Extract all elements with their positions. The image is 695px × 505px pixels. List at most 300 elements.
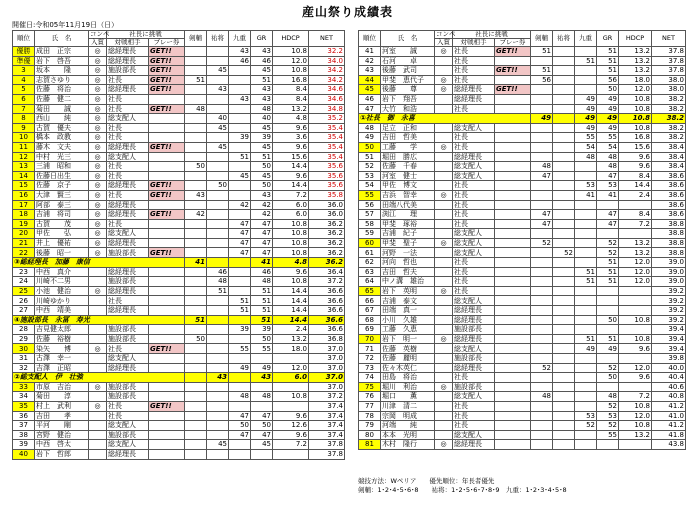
score-r2-cell: [207, 104, 229, 114]
score-r3-cell: 49: [575, 104, 597, 114]
score-r2-cell: [553, 354, 575, 364]
gross-cell: 48: [251, 104, 273, 114]
opponent-cell: 社長: [107, 190, 149, 200]
entry-mark-cell: [89, 277, 107, 287]
opponent-cell: 総経理長: [453, 315, 495, 325]
opponent-cell: 総経理長: [453, 152, 495, 162]
player-name-cell: 中西 真介: [35, 267, 89, 277]
rank-cell: 7: [13, 104, 35, 114]
player-name-cell: 河向 哲也: [381, 258, 435, 268]
net-cell: 38.6: [652, 171, 686, 181]
gross-cell: 50: [597, 315, 619, 325]
hdcp-cell: 10.8: [619, 315, 652, 325]
score-r2-cell: [207, 306, 229, 316]
gross-cell: 51: [597, 258, 619, 268]
entry-mark-cell: [435, 171, 453, 181]
net-cell: 35.2: [309, 114, 345, 124]
header-opponent: 対戦相手: [453, 39, 495, 47]
footer-hidden-holes: 剣輔：1･2･4･5･6･8 祐将：1･2･5･6･7･8･9 九重：1･2･3･4･5･8: [358, 486, 567, 494]
score-r1-cell: [531, 104, 553, 114]
prize-cell: [149, 219, 185, 229]
score-r2-cell: [207, 47, 229, 57]
table-row: [359, 248, 686, 258]
prize-cell: GET!!: [149, 181, 185, 191]
net-cell: 37.8: [652, 66, 686, 76]
header-conpe: コンペ: [90, 30, 110, 38]
net-cell: 36.6: [309, 325, 345, 335]
player-name-cell: 川津 清二: [381, 401, 435, 411]
rank-cell: 72: [359, 354, 381, 364]
prize-cell: [149, 334, 185, 344]
score-r3-cell: 39: [229, 325, 251, 335]
player-name-cell: 坂本 隆: [35, 66, 89, 76]
entry-mark-cell: [435, 354, 453, 364]
opponent-cell: 施設部長: [107, 334, 149, 344]
hdcp-cell: 12.0: [619, 85, 652, 95]
rank-cell: 33: [13, 382, 35, 392]
score-r3-cell: [229, 210, 251, 220]
table-row: [359, 277, 686, 287]
net-cell: 37.8: [652, 56, 686, 66]
table-row: [359, 267, 686, 277]
entry-mark-cell: ◎: [89, 66, 107, 76]
prize-cell: [149, 133, 185, 143]
gross-cell: 50: [251, 421, 273, 431]
header-prize: プレー券: [149, 39, 185, 47]
hdcp-cell: 10.8: [619, 104, 652, 114]
rank-cell: 50: [359, 142, 381, 152]
entry-mark-cell: [89, 440, 107, 450]
hdcp-cell: 9.6: [273, 123, 309, 133]
prize-cell: [495, 162, 531, 172]
rank-cell: 29: [13, 334, 35, 344]
player-name-cell: 後藤 武司: [381, 66, 435, 76]
prize-cell: [149, 152, 185, 162]
score-r1-cell: [185, 47, 207, 57]
entry-mark-cell: ◎: [435, 334, 453, 344]
rank-cell: 21: [13, 238, 35, 248]
score-r1-cell: [185, 277, 207, 287]
table-row: [359, 75, 686, 85]
table-row: [13, 334, 345, 344]
score-r1-cell: [185, 306, 207, 316]
entry-mark-cell: ◎: [89, 344, 107, 354]
opponent-cell: 総支配人: [453, 238, 495, 248]
header-name: 氏 名: [381, 31, 435, 47]
player-name-cell: 岩下 英明: [381, 286, 435, 296]
player-name-cell: 吉浦 紀子: [381, 229, 435, 239]
gross-cell: 47: [597, 171, 619, 181]
prize-cell: [149, 229, 185, 239]
table-row: [359, 392, 686, 402]
score-r1-cell: [531, 56, 553, 66]
score-r3-cell: 51: [229, 296, 251, 306]
score-r1-cell: [185, 229, 207, 239]
player-name-cell: 木村 隆行: [381, 440, 435, 450]
net-cell: 36.6: [309, 296, 345, 306]
entry-mark-cell: [89, 449, 107, 459]
prize-cell: [495, 229, 531, 239]
score-r1-cell: [531, 123, 553, 133]
opponent-cell: 総経理長: [453, 85, 495, 95]
score-r3-cell: [575, 382, 597, 392]
entry-mark-cell: [435, 421, 453, 431]
header-hdcp: HDCP: [619, 31, 652, 47]
rank-cell: 55: [359, 190, 381, 200]
gross-cell: 45: [251, 440, 273, 450]
header-net: NET: [652, 31, 686, 47]
prize-cell: GET!!: [495, 47, 531, 57]
score-r3-cell: [229, 277, 251, 287]
prize-cell: [149, 94, 185, 104]
header-r2: 祐将: [553, 31, 575, 47]
player-name-cell: 岩下 哲郎: [35, 449, 89, 459]
player-name-cell: 吉浦 将司: [35, 210, 89, 220]
score-r1-cell: [531, 306, 553, 316]
gross-cell: [597, 296, 619, 306]
hdcp-cell: 16.8: [273, 75, 309, 85]
player-name-cell: 染矢 博: [35, 344, 89, 354]
prize-cell: [149, 123, 185, 133]
table-row: [13, 286, 345, 296]
score-r1-cell: [531, 286, 553, 296]
opponent-cell: 総経理長: [107, 449, 149, 459]
rank-cell: 42: [359, 56, 381, 66]
opponent-cell: 社長: [453, 286, 495, 296]
gross-cell: [251, 401, 273, 411]
rank-cell: 47: [359, 104, 381, 114]
rank-cell: 35: [13, 401, 35, 411]
score-r1-cell: [185, 421, 207, 431]
entry-mark-cell: [435, 277, 453, 287]
table-row: [359, 142, 686, 152]
table-row: [13, 392, 345, 402]
entry-mark-cell: [435, 411, 453, 421]
score-r2-cell: [553, 210, 575, 220]
opponent-cell: 社長: [107, 296, 149, 306]
player-name-cell: 田島 将治: [381, 373, 435, 383]
gross-cell: 46: [251, 56, 273, 66]
gross-cell: 51: [597, 334, 619, 344]
hdcp-cell: 9.6: [273, 267, 309, 277]
score-r1-cell: [185, 133, 207, 143]
score-r3-cell: [229, 315, 251, 325]
prize-cell: [495, 325, 531, 335]
gross-cell: 51: [251, 286, 273, 296]
rank-cell: 34: [13, 392, 35, 402]
rank-cell: 79: [359, 421, 381, 431]
entry-mark-cell: [435, 162, 453, 172]
officer-score-row: [13, 315, 345, 325]
gross-cell: 51: [597, 47, 619, 57]
prize-cell: [149, 286, 185, 296]
score-r1-cell: [185, 440, 207, 450]
prize-cell: [149, 162, 185, 172]
entry-mark-cell: ◎: [435, 382, 453, 392]
table-row: [359, 421, 686, 431]
gross-cell: 49: [597, 123, 619, 133]
hdcp-cell: 8.4: [619, 171, 652, 181]
opponent-cell: 施設部長: [107, 66, 149, 76]
rank-cell: 18: [13, 210, 35, 220]
score-r2-cell: [553, 267, 575, 277]
score-r1-cell: 51: [531, 66, 553, 76]
entry-mark-cell: ◎: [435, 440, 453, 450]
score-r1-cell: [531, 94, 553, 104]
player-name-cell: 宮野 健治: [35, 430, 89, 440]
score-r3-cell: [229, 114, 251, 124]
hdcp-cell: 9.6: [619, 344, 652, 354]
player-name-cell: 藤木 文夫: [35, 142, 89, 152]
header-challenge: 社長に挑戦: [453, 31, 531, 39]
net-cell: 38.6: [652, 200, 686, 210]
opponent-cell: 施設部長: [107, 392, 149, 402]
player-name-cell: 甲斐 聖子: [381, 238, 435, 248]
rank-cell: 80: [359, 430, 381, 440]
score-r2-cell: [553, 229, 575, 239]
gross-cell: 51: [251, 75, 273, 85]
score-r3-cell: [575, 392, 597, 402]
score-r2-cell: [553, 286, 575, 296]
rank-cell: 27: [13, 306, 35, 316]
rank-cell: 77: [359, 401, 381, 411]
gross-cell: 48: [597, 162, 619, 172]
gross-cell: 48: [251, 277, 273, 287]
net-cell: 38.8: [652, 229, 686, 239]
hdcp-cell: [273, 449, 309, 459]
score-r1-cell: 52: [531, 363, 553, 373]
player-name-cell: 田端八代美: [381, 200, 435, 210]
player-name-cell: 中西 靖美: [35, 306, 89, 316]
gross-cell: 48: [597, 152, 619, 162]
player-name-cell: 堀川 利治: [381, 382, 435, 392]
score-r3-cell: 51: [229, 152, 251, 162]
header-gr: GR: [597, 31, 619, 47]
prize-cell: [495, 306, 531, 316]
rank-cell: 74: [359, 373, 381, 383]
score-r3-cell: 53: [575, 181, 597, 191]
rank-cell: 9: [13, 123, 35, 133]
net-cell: 39.2: [652, 315, 686, 325]
score-r1-cell: [531, 277, 553, 287]
player-name-cell: 吉田 孝: [35, 411, 89, 421]
score-r1-cell: 47: [531, 171, 553, 181]
score-r1-cell: 51: [185, 315, 207, 325]
player-name-cell: 三浦 昭和: [35, 162, 89, 172]
score-r3-cell: [229, 85, 251, 95]
gross-cell: 52: [597, 401, 619, 411]
hdcp-cell: 7.2: [273, 190, 309, 200]
score-r1-cell: [531, 430, 553, 440]
table-row: [359, 286, 686, 296]
opponent-cell: 総経理長: [107, 181, 149, 191]
prize-cell: [149, 411, 185, 421]
rank-cell: 40: [13, 449, 35, 459]
net-cell: 37.4: [309, 401, 345, 411]
player-name-cell: 中村 光三: [35, 152, 89, 162]
gross-cell: 47: [251, 229, 273, 239]
hdcp-cell: 18.0: [273, 344, 309, 354]
score-r3-cell: [229, 382, 251, 392]
table-row: [13, 210, 345, 220]
table-row: [13, 421, 345, 431]
rank-cell: 37: [13, 421, 35, 431]
score-r1-cell: [531, 411, 553, 421]
hdcp-cell: 12.0: [619, 277, 652, 287]
entry-mark-cell: ◎: [89, 104, 107, 114]
score-r1-cell: [185, 114, 207, 124]
table-row: [13, 430, 345, 440]
score-r2-cell: 40: [207, 114, 229, 124]
table-row: [359, 334, 686, 344]
rank-cell: 76: [359, 392, 381, 402]
entry-mark-cell: [435, 401, 453, 411]
hdcp-cell: 15.6: [619, 142, 652, 152]
header-conpe: コンペ: [436, 30, 456, 38]
score-r3-cell: [229, 258, 251, 268]
table-row: [359, 411, 686, 421]
net-cell: 37.8: [652, 47, 686, 57]
opponent-cell: 社長: [453, 411, 495, 421]
opponent-cell: 社長: [453, 190, 495, 200]
table-row: [13, 123, 345, 133]
player-name-cell: 河室 健士: [381, 171, 435, 181]
entry-mark-cell: [89, 267, 107, 277]
score-r3-cell: [229, 104, 251, 114]
entry-mark-cell: ◎: [435, 190, 453, 200]
score-r2-cell: 48: [207, 277, 229, 287]
hdcp-cell: 10.8: [619, 123, 652, 133]
gross-cell: 55: [251, 344, 273, 354]
gross-cell: 42: [251, 200, 273, 210]
player-name-cell: 吉浦 泰文: [381, 296, 435, 306]
score-r1-cell: [185, 66, 207, 76]
player-name-cell: 佐藤日出生: [35, 171, 89, 181]
opponent-cell: 社長: [453, 75, 495, 85]
score-r3-cell: 49: [229, 363, 251, 373]
entry-mark-cell: [435, 66, 453, 76]
prize-cell: GET!!: [149, 104, 185, 114]
gross-cell: 43: [251, 190, 273, 200]
score-r3-cell: 49: [575, 123, 597, 133]
score-r1-cell: [531, 133, 553, 143]
prize-cell: [495, 190, 531, 200]
score-r1-cell: [185, 373, 207, 383]
score-r1-cell: 52: [531, 238, 553, 248]
hdcp-cell: 6.0: [273, 210, 309, 220]
table-row: [13, 382, 345, 392]
entry-mark-cell: ◎: [89, 142, 107, 152]
prize-cell: GET!!: [149, 142, 185, 152]
net-cell: 34.8: [309, 104, 345, 114]
score-r2-cell: [553, 133, 575, 143]
gross-cell: 50: [251, 334, 273, 344]
hdcp-cell: 13.2: [619, 56, 652, 66]
prize-cell: [495, 430, 531, 440]
hdcp-cell: [619, 286, 652, 296]
table-row: [359, 190, 686, 200]
prize-cell: [495, 56, 531, 66]
prize-cell: GET!!: [495, 85, 531, 95]
score-r2-cell: 43: [207, 373, 229, 383]
score-r2-cell: [207, 200, 229, 210]
score-r2-cell: [553, 401, 575, 411]
player-name-cell: 本本 光明: [381, 430, 435, 440]
score-r2-cell: [553, 162, 575, 172]
table-row: [359, 47, 686, 57]
score-r1-cell: [185, 85, 207, 95]
score-r2-cell: [553, 411, 575, 421]
player-name-cell: 工藤 久恵: [381, 325, 435, 335]
score-r1-cell: [185, 296, 207, 306]
score-r2-cell: [207, 258, 229, 268]
score-r3-cell: 53: [575, 411, 597, 421]
score-r2-cell: [553, 277, 575, 287]
entry-mark-cell: [89, 296, 107, 306]
score-r1-cell: [185, 382, 207, 392]
rank-cell: 39: [13, 440, 35, 450]
prize-cell: [149, 277, 185, 287]
prize-cell: [149, 430, 185, 440]
entry-mark-cell: ◎: [89, 123, 107, 133]
score-r3-cell: [229, 449, 251, 459]
prize-cell: GET!!: [149, 56, 185, 66]
score-r2-cell: [207, 162, 229, 172]
table-row: [359, 306, 686, 316]
rank-cell: 73: [359, 363, 381, 373]
gross-cell: [597, 354, 619, 364]
prize-cell: [495, 373, 531, 383]
gross-cell: 51: [251, 315, 273, 325]
score-r2-cell: [207, 56, 229, 66]
gross-cell: 52: [597, 421, 619, 431]
net-cell: 34.0: [309, 56, 345, 66]
table-row: [359, 344, 686, 354]
score-r3-cell: [575, 66, 597, 76]
entry-mark-cell: [89, 421, 107, 431]
score-r2-cell: [553, 66, 575, 76]
entry-mark-cell: ◎: [89, 190, 107, 200]
score-r1-cell: [531, 325, 553, 335]
opponent-cell: 総経理長: [107, 56, 149, 66]
hdcp-cell: 10.8: [273, 277, 309, 287]
score-r3-cell: [575, 258, 597, 268]
gross-cell: 40: [251, 114, 273, 124]
net-cell: 37.2: [309, 392, 345, 402]
score-r3-cell: 43: [229, 94, 251, 104]
rank-cell: 8: [13, 114, 35, 124]
net-cell: 36.2: [309, 229, 345, 239]
player-name-cell: 佐藤 千春: [381, 162, 435, 172]
table-row: [359, 325, 686, 335]
entry-mark-cell: ◎: [89, 219, 107, 229]
net-cell: 41.2: [652, 421, 686, 431]
entry-mark-cell: ◎: [89, 401, 107, 411]
table-row: [359, 401, 686, 411]
net-cell: 41.8: [652, 430, 686, 440]
table-row: [13, 114, 345, 124]
rank-cell: 10: [13, 133, 35, 143]
rank-cell: 20: [13, 229, 35, 239]
score-r2-cell: [553, 373, 575, 383]
hdcp-cell: 4.8: [273, 258, 309, 268]
player-name-cell: 吉澤 正昭: [35, 363, 89, 373]
header-r3: 九重: [575, 31, 597, 47]
score-r3-cell: [575, 315, 597, 325]
hdcp-cell: 6.0: [273, 373, 309, 383]
prize-cell: [495, 171, 531, 181]
table-row: [13, 401, 345, 411]
